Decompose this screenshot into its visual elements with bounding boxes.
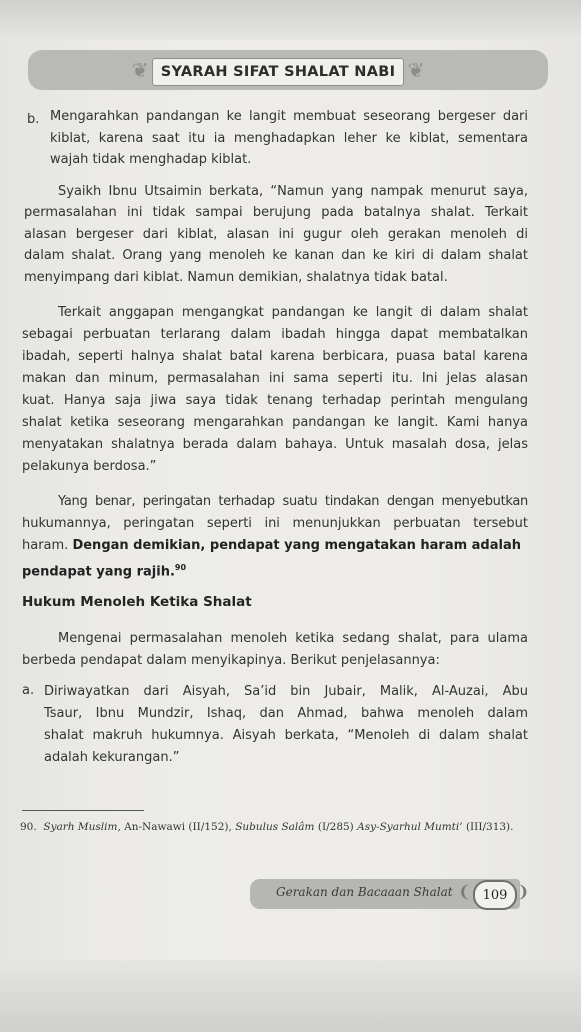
item-b-line-2: kiblat, karena saat itu ia menghadapkan leher ke kiblat, sementara xyxy=(50,131,528,146)
para1-line-3: alasan bergeser dari kiblat, alasan ini gugur oleh gerakan menoleh di xyxy=(24,227,528,242)
para1-line-1: Syaikh Ibnu Utsaimin berkata, “Namun yang nampak menurut saya, xyxy=(58,184,528,199)
para2-line-7: menyatakan shalatnya berada dalam bahaya. Untuk masalah dosa, jelas xyxy=(22,437,528,452)
para4-line-1: Mengenai permasalahan menoleh ketika sedang shalat, para ulama xyxy=(58,631,528,646)
para1-line-4: dalam shalat. Orang yang menoleh ke kanan dan ke kiri di dalam shalat xyxy=(24,248,528,263)
section-heading: Hukum Menoleh Ketika Shalat xyxy=(22,594,252,610)
ornament-left-icon: ❦ xyxy=(131,58,149,82)
item-a-line-1: Diriwayatkan dari Aisyah, Sa’id bin Jubair, Malik, Al-Auzai, Abu xyxy=(44,684,528,699)
item-b-line-3: wajah tidak menghadap kiblat. xyxy=(50,152,252,167)
item-a-line-4: adalah kekurangan.” xyxy=(44,750,180,765)
item-a-line-2: Tsaur, Ibnu Mundzir, Ishaq, dan Ahmad, bahwa menoleh dalam xyxy=(44,706,528,721)
header-title-box xyxy=(152,58,404,86)
item-a-line-3: shalat makruh hukumnya. Aisyah berkata, “Menoleh di dalam shalat xyxy=(44,728,528,743)
para2-line-5: kuat. Hanya saja jiwa saya tidak tenang terhadap perintah mengulang xyxy=(22,393,528,408)
para3-line-1: Yang benar, peringatan terhadap suatu tindakan dengan menyebutkan xyxy=(58,494,528,509)
page-number-ornament-left-icon: ❨ xyxy=(458,882,472,901)
footnote-number: 90. xyxy=(20,821,37,833)
footnote-text-2: (I/285) xyxy=(317,821,354,833)
footnote-rule xyxy=(22,810,144,811)
top-shadow xyxy=(0,0,581,40)
page-number-box xyxy=(473,880,517,910)
running-header-title: SYARAH SIFAT SHALAT NABI xyxy=(160,64,396,80)
footnote-source-2: Subulus Salâm xyxy=(235,821,315,833)
ornament-right-icon: ❦ xyxy=(407,58,425,82)
para1-line-5: menyimpang dari kiblat. Namun demikian, shalatnya tidak batal. xyxy=(24,270,448,285)
footer-running-title: Gerakan dan Bacaaan Shalat xyxy=(276,885,453,899)
footnote xyxy=(20,820,530,835)
para3-line-3-normal: haram. xyxy=(22,538,69,553)
para1-line-2: permasalahan ini tidak sampai berujung pada batalnya shalat. Terkait xyxy=(24,205,528,220)
footnote-source-1: Syarh Muslim, xyxy=(43,821,121,833)
page-number-ornament-right-icon: ❩ xyxy=(516,882,530,901)
para2-line-1: Terkait anggapan mengangkat pandangan ke langit di dalam shalat xyxy=(58,305,528,320)
page-number: 109 xyxy=(482,887,508,903)
item-b-line-1: Mengarahkan pandangan ke langit membuat seseorang bergeser dari xyxy=(50,109,528,124)
para3-line-4 xyxy=(22,557,186,583)
para2-line-4: makan dan minum, permasalahan ini sama seperti itu. Ini jelas alasan xyxy=(22,371,528,386)
para2-line-2: sebagai perbuatan terlarang dalam ibadah hingga dapat membatalkan xyxy=(22,327,528,342)
para3-line-3 xyxy=(22,535,528,556)
list-marker-a: a. xyxy=(22,683,35,698)
footnote-text-1: An-Nawawi (II/152), xyxy=(124,821,232,833)
para4-line-2: berbeda pendapat dalam menyikapinya. Berikut penjelasannya: xyxy=(22,653,440,668)
footnote-source-3: Asy-Syarhul Mumti’ xyxy=(357,821,463,833)
para3-line-3-bold: Dengan demikian, pendapat yang mengatakan haram adalah xyxy=(72,538,521,553)
para3-line-2: hukumannya, peringatan seperti ini menunjukkan perbuatan tersebut xyxy=(22,516,528,531)
para3-line-4-bold: pendapat yang rajih. xyxy=(22,564,175,580)
para2-line-8: pelakunya berdosa.” xyxy=(22,459,157,474)
list-marker-b: b. xyxy=(27,112,40,127)
para2-line-6: shalat ketika seseorang mengarahkan pandangan ke langit. Kami hanya xyxy=(22,415,528,430)
bottom-shadow xyxy=(0,960,581,1032)
footnote-text-3: (III/313). xyxy=(465,821,514,833)
para2-line-3: ibadah, seperti halnya shalat batal karena berbicara, puasa batal karena xyxy=(22,349,528,364)
footnote-ref-90: 90 xyxy=(174,563,187,572)
